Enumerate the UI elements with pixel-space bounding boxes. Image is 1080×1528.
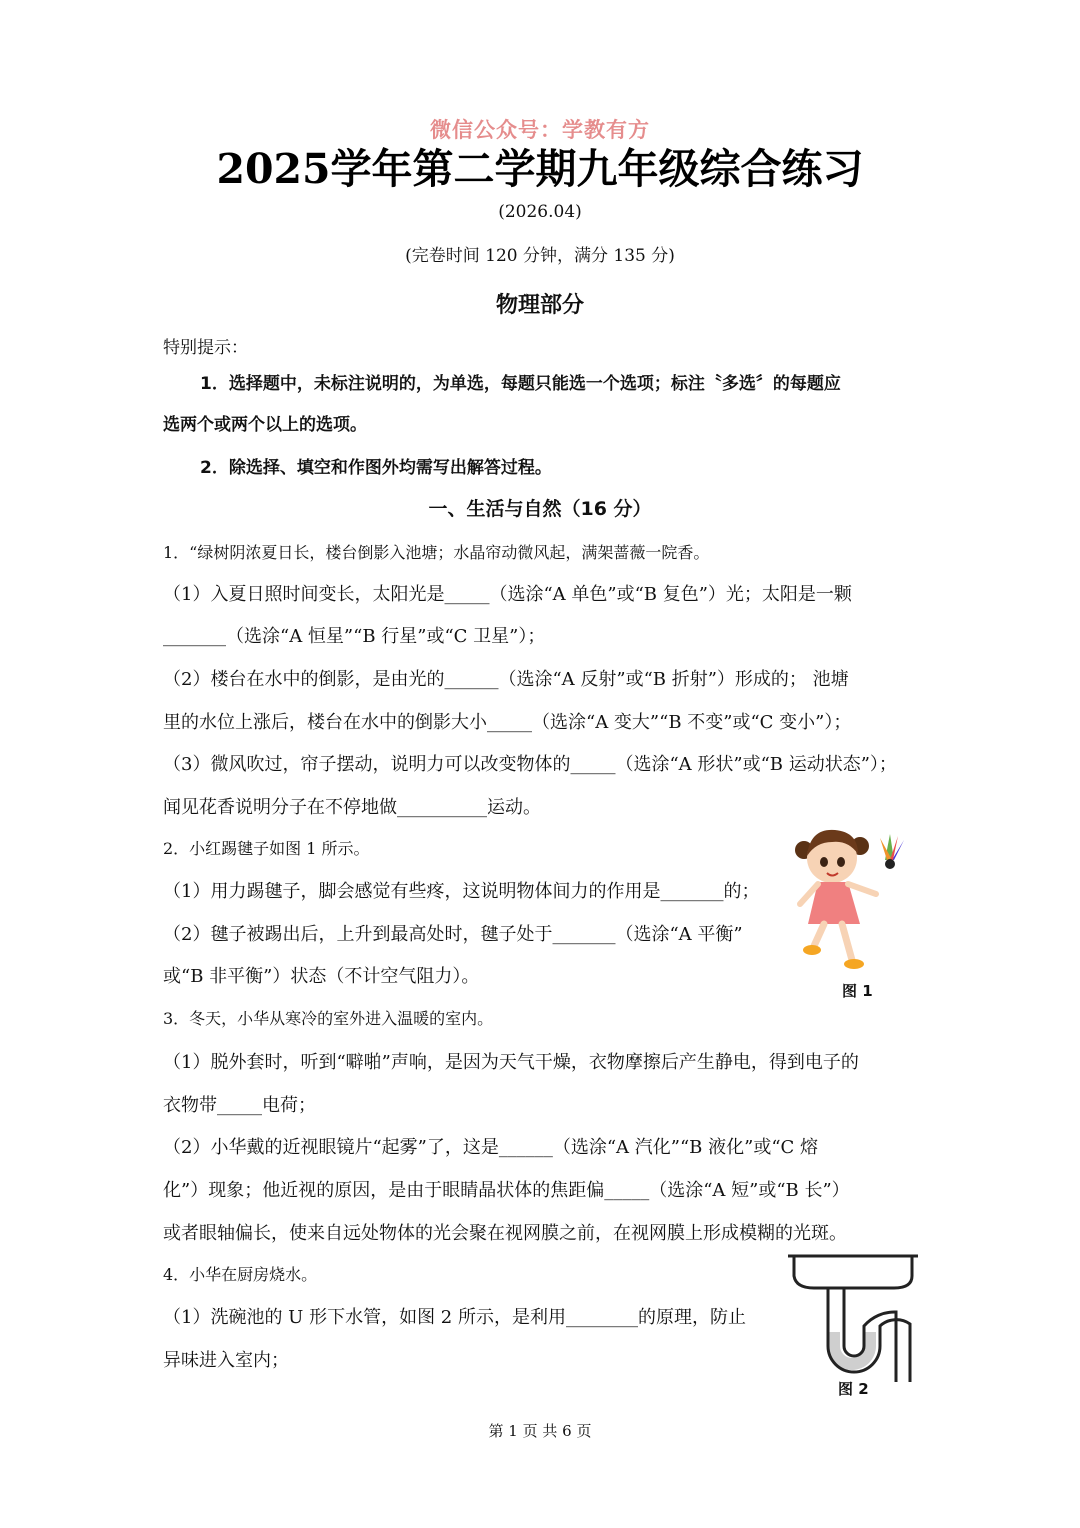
watermark: 微信公众号：学教有方 — [430, 117, 650, 142]
question-1-part-1: （1）入夏日照时间变长，太阳光是_____（选涂“A 单色”或“B 复色”）光；太阳是一颗 — [163, 584, 852, 605]
question-1-part-3: （3）微风吹过，帘子摆动，说明力可以改变物体的_____（选涂“A 形状”或“B 运动状态”）； — [163, 754, 897, 775]
question-1-part-1-cont: _______（选涂“A 恒星”“B 行星”或“C 卫星”）； — [163, 626, 546, 647]
instruction-1-cont: 选两个或两个以上的选项。 — [163, 415, 367, 435]
part-title: 物理部分 — [495, 292, 584, 318]
shuttlecock-icon — [880, 834, 904, 869]
question-3-stem: 3．冬天，小华从寒冷的室外进入温暖的室内。 — [163, 1009, 494, 1028]
time-note: (完卷时间 120 分钟，满分 135 分) — [405, 246, 675, 266]
question-1-part-3-cont: 闻见花香说明分子在不停地做__________运动。 — [163, 797, 541, 818]
question-1-part-2: （2）楼台在水中的倒影，是由光的______（选涂“A 反射”或“B 折射”）形成的； 池塘 — [163, 669, 849, 690]
question-3-part-1: （1）脱外套时，听到“噼啪”声响，是因为天气干燥，衣物摩擦后产生静电，得到电子的 — [163, 1052, 859, 1073]
question-4-part-1: （1）洗碗池的 U 形下水管，如图 2 所示，是利用________的原理，防止 — [163, 1307, 746, 1328]
question-1-stem: 1．“绿树阴浓夏日长，楼台倒影入池塘；水晶帘动微风起，满架蔷薇一院香。 — [163, 543, 710, 562]
page-title: 2025学年第二学期九年级综合练习 — [216, 145, 864, 193]
question-3-part-2-cont: 化”）现象；他近视的原因，是由于眼睛晶状体的焦距偏_____（选涂“A 短”或“B 长”） — [163, 1180, 850, 1201]
instructions-heading: 特别提示： — [163, 338, 248, 358]
question-2-part-1: （1）用力踢毽子，脚会感觉有些疼，这说明物体间力的作用是_______的； — [163, 881, 760, 902]
instruction-1: 1．选择题中，未标注说明的，为单选，每题只能选一个选项；标注〝多选〞的每题应 — [200, 374, 841, 394]
figure-2-caption: 图 2 — [838, 1380, 869, 1398]
question-2-part-2: （2）毽子被踢出后，上升到最高处时，毽子处于_______（选涂“A 平衡” — [163, 924, 743, 945]
question-1-part-2-cont: 里的水位上涨后，楼台在水中的倒影大小_____（选涂“A 变大”“B 不变”或“C 变小”）； — [163, 712, 852, 733]
figure-1-caption: 图 1 — [842, 982, 873, 1000]
girl-kicking-shuttlecock-figure — [790, 820, 920, 982]
question-3-part-2: （2）小华戴的近视眼镜片“起雾”了，这是______（选涂“A 汽化”“B 液化”或“C 熔 — [163, 1137, 819, 1158]
exam-date: (2026.04) — [498, 202, 582, 222]
instruction-2: 2．除选择、填空和作图外均需写出解答过程。 — [200, 458, 552, 478]
section-heading: 一、生活与自然（16 分） — [428, 498, 652, 520]
question-3-part-2-cont2: 或者眼轴偏长，使来自远处物体的光会聚在视网膜之前，在视网膜上形成模糊的光斑。 — [163, 1223, 847, 1244]
page-footer: 第 1 页 共 6 页 — [488, 1422, 592, 1440]
question-2-stem: 2．小红踢毽子如图 1 所示。 — [163, 839, 370, 858]
question-3-part-1-cont: 衣物带_____电荷； — [163, 1095, 316, 1116]
question-2-part-2-cont: 或“B 非平衡”）状态（不计空气阻力）。 — [163, 966, 480, 987]
question-4-part-1-cont: 异味进入室内； — [163, 1350, 289, 1371]
u-pipe-sink-figure — [784, 1250, 924, 1386]
question-4-stem: 4．小华在厨房烧水。 — [163, 1265, 318, 1284]
